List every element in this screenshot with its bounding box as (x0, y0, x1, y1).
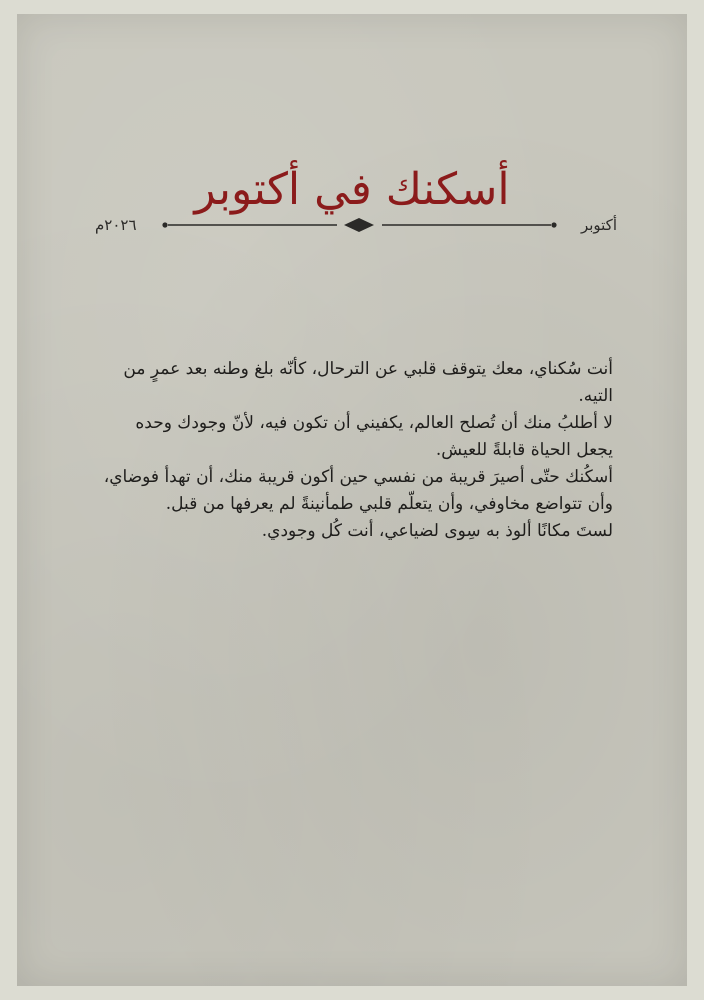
paragraph-2: لا أطلبُ منك أن تُصلح العالم، يكفيني أن تكون فيه، لأنّ وجودك وحده يجعل الحياة قابلةً للعيش. (135, 413, 613, 460)
month-label: أكتوبر (580, 216, 617, 234)
paragraph-4: لستَ مكانًا ألوذ به سِوى لضياعي، أنت كُل وجودي. (261, 521, 613, 541)
meta-row (17, 212, 687, 238)
page-title: أسكنك في أكتوبر (194, 164, 510, 215)
body-text (95, 356, 613, 545)
paragraph-3: أسكُنك حتّى أصيرَ قريبة من نفسي حين أكون قريبة منك، أن تهدأ فوضاي، وأن تتواضع مخاوفي، وأن يتعلّم قلبي طمأنينةً لم يعرفها من قبل. (103, 467, 613, 514)
year-label: ٢٠٢٦م (95, 216, 137, 234)
paragraph-1: أنت سُكناي، معك يتوقف قلبي عن الترحال، كأنّه بلغ وطنه بعد عمرٍ من التيه. (123, 359, 613, 406)
title-block (17, 160, 687, 220)
paper-page (17, 14, 687, 986)
ornament-divider (162, 216, 557, 234)
